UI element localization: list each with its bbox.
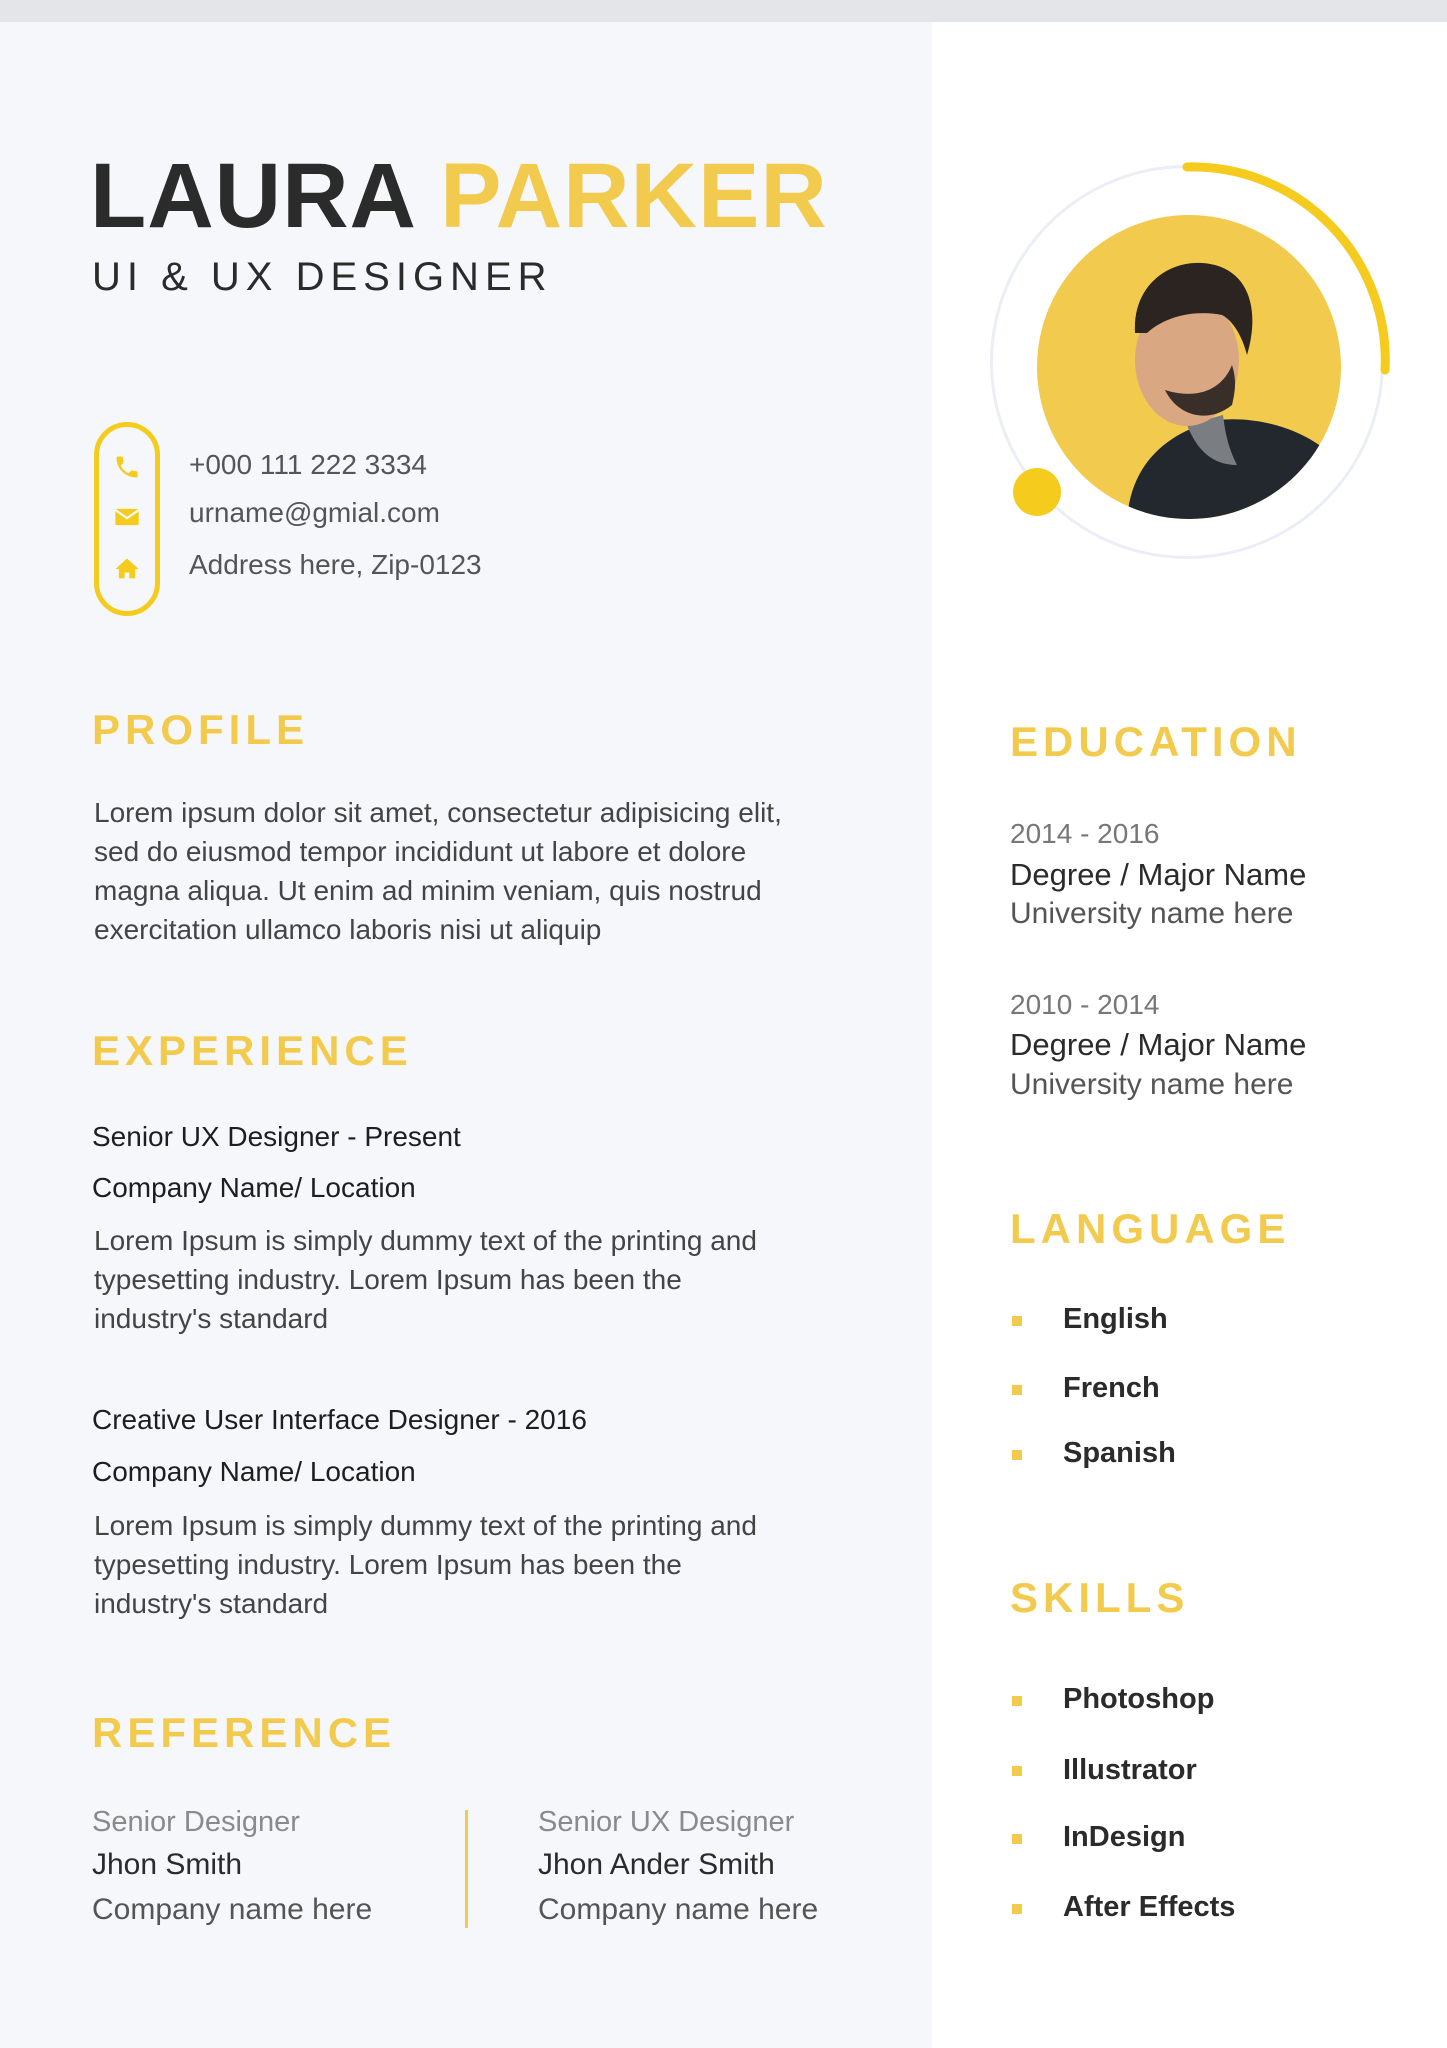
reference-heading: REFERENCE <box>92 1709 397 1756</box>
reference-company: Company name here <box>538 1893 819 1926</box>
mail-icon <box>113 503 141 531</box>
skills-heading: SKILLS <box>1010 1574 1190 1621</box>
skill-item: After Effects <box>1063 1891 1236 1923</box>
list-bullet <box>1012 1696 1022 1706</box>
first-name: LAURA <box>90 145 414 247</box>
education-degree: Degree / Major Name <box>1010 1027 1307 1062</box>
education-heading: EDUCATION <box>1010 718 1302 765</box>
experience-line: typesetting industry. Lorem Ipsum has been the <box>94 1549 682 1580</box>
list-bullet <box>1012 1834 1022 1844</box>
reference-role: Senior UX Designer <box>538 1806 795 1838</box>
contact-icon-pill <box>94 422 160 616</box>
profile-line: magna aliqua. Ut enim ad minim veniam, quis nostrud <box>94 875 762 906</box>
person-silhouette-icon <box>1037 215 1341 519</box>
profile-text <box>94 793 834 949</box>
experience-line: typesetting industry. Lorem Ipsum has been the <box>94 1264 682 1295</box>
list-bullet <box>1012 1316 1022 1326</box>
reference-company: Company name here <box>92 1893 373 1926</box>
job-title: UI & UX DESIGNER <box>92 255 553 299</box>
education-degree: Degree / Major Name <box>1010 857 1307 892</box>
experience-heading: EXPERIENCE <box>92 1027 413 1074</box>
language-item: Spanish <box>1063 1437 1176 1469</box>
list-bullet <box>1012 1904 1022 1914</box>
experience-description <box>94 1221 834 1338</box>
education-years: 2014 - 2016 <box>1010 818 1160 849</box>
experience-company: Company Name/ Location <box>92 1172 416 1203</box>
list-bullet <box>1012 1766 1022 1776</box>
experience-line: Lorem Ipsum is simply dummy text of the printing and <box>94 1225 757 1256</box>
list-bullet <box>1012 1385 1022 1395</box>
experience-line: Lorem Ipsum is simply dummy text of the printing and <box>94 1510 757 1541</box>
avatar <box>1037 215 1341 519</box>
phone-icon <box>113 453 141 481</box>
reference-role: Senior Designer <box>92 1806 300 1838</box>
language-item: English <box>1063 1303 1168 1335</box>
profile-photo <box>985 155 1395 565</box>
profile-heading: PROFILE <box>92 706 310 753</box>
education-university: University name here <box>1010 1068 1294 1101</box>
home-icon <box>113 555 141 583</box>
email-text: urname@gmial.com <box>189 497 440 528</box>
experience-company: Company Name/ Location <box>92 1456 416 1487</box>
education-university: University name here <box>1010 897 1294 930</box>
experience-line: industry's standard <box>94 1588 329 1619</box>
last-name: PARKER <box>440 145 828 247</box>
experience-role: Senior UX Designer - Present <box>92 1121 461 1152</box>
experience-line: industry's standard <box>94 1303 329 1334</box>
profile-line: sed do eiusmod tempor incididunt ut labore et dolore <box>94 836 747 867</box>
reference-name: Jhon Ander Smith <box>538 1848 775 1881</box>
language-item: French <box>1063 1372 1160 1404</box>
list-bullet <box>1012 1450 1022 1460</box>
skill-item: Illustrator <box>1063 1754 1197 1786</box>
full-name <box>90 145 828 247</box>
experience-role: Creative User Interface Designer - 2016 <box>92 1404 587 1435</box>
phone-text: +000 111 222 3334 <box>189 449 427 480</box>
profile-line: Lorem ipsum dolor sit amet, consectetur adipisicing elit, <box>94 797 782 828</box>
profile-line: exercitation ullamco laboris nisi ut aliquip <box>94 914 602 945</box>
address-text: Address here, Zip-0123 <box>189 549 482 580</box>
experience-description <box>94 1506 834 1623</box>
reference-divider <box>465 1810 468 1928</box>
language-heading: LANGUAGE <box>1010 1205 1291 1252</box>
reference-name: Jhon Smith <box>92 1848 243 1881</box>
top-strip <box>0 0 1447 22</box>
photo-accent-dot <box>1013 468 1061 516</box>
skill-item: InDesign <box>1063 1821 1186 1853</box>
skill-item: Photoshop <box>1063 1683 1215 1715</box>
education-years: 2010 - 2014 <box>1010 989 1160 1020</box>
